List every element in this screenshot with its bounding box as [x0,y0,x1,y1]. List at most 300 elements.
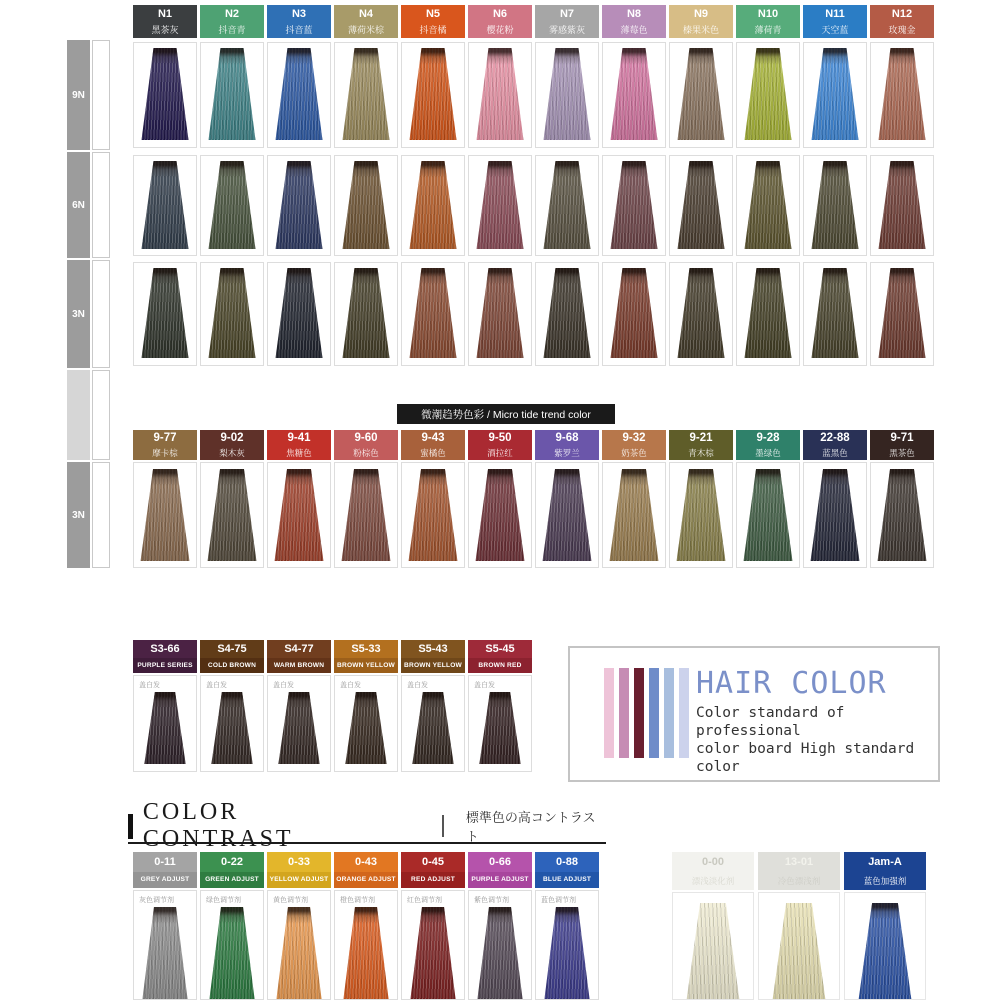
hair-swatch [341,268,391,358]
hair-swatch [210,692,254,764]
hair-swatch [810,268,860,358]
column-header-9-43 [401,430,465,460]
column-code: N10 [757,8,779,20]
column-name: 抖音橘 [419,25,447,35]
hair-swatch [877,268,927,358]
card-N1-3N [133,262,197,366]
column-header-0-45 [401,852,465,888]
hair-swatch [608,469,660,561]
column-adjust-name: BLUE ADJUST [535,872,599,888]
column-code: 0-22 [200,852,264,872]
column-code: 9-50 [488,432,512,444]
hair-swatch [743,48,793,140]
card-9-71 [870,462,934,568]
column-code: 9-41 [287,432,311,444]
column-header-9-50 [468,430,532,460]
card-N4-9N [334,42,398,148]
card-N9-9N [669,42,733,148]
hair-swatch [408,161,458,249]
column-header-N3 [267,5,331,38]
card-9-32 [602,462,666,568]
card-N6-3N [468,262,532,366]
hair-swatch [277,692,321,764]
hair-swatch [140,48,190,140]
card-N12-9N [870,42,934,148]
hair-swatch [742,469,794,561]
card-N2-9N [200,42,264,148]
card-N9-3N [669,262,733,366]
adjuster-cn-note: 绿色调节剂 [206,897,241,904]
hair-swatch [877,48,927,140]
covers-grey-note: 盖白发 [139,682,160,689]
adjuster-cn-note: 蓝色调节剂 [541,897,576,904]
card-22-88 [803,462,867,568]
card-N1-6N [133,155,197,256]
hair-swatch [341,48,391,140]
column-name: 蜜橘色 [420,448,446,458]
card-N8-6N [602,155,666,256]
card-9-60 [334,462,398,568]
title-divider [442,815,443,837]
hair-swatch [685,903,741,999]
card-N7-3N [535,262,599,366]
card-N2-3N [200,262,264,366]
card-0-11 [133,890,197,1000]
column-code: N3 [291,8,307,20]
adjust-header-row [133,852,599,888]
adjust-swatch-row [133,890,599,1000]
column-name: 冷色漂浅剂 [777,876,821,886]
column-code: 9-02 [220,432,244,444]
column-code: 9-32 [622,432,646,444]
column-header-22-88 [803,430,867,460]
card-N5-6N [401,155,465,256]
column-header-9-71 [870,430,934,460]
card-0-88 [535,890,599,1000]
card-S4-75 [200,675,264,772]
column-header-N5 [401,5,465,38]
hair-swatch [743,161,793,249]
column-name: 奶茶色 [621,448,647,458]
hair-swatch [143,692,187,764]
hair-swatch [810,161,860,249]
hair-swatch [771,903,827,999]
card-0-43 [334,890,398,1000]
column-header-9-77 [133,430,197,460]
brand-stripes [604,668,689,758]
card-N8-3N [602,262,666,366]
column-code: 13-01 [784,856,814,868]
covers-grey-note: 盖白发 [273,682,294,689]
card-N10-3N [736,262,800,366]
card-9-02 [200,462,264,568]
adjuster-cn-note: 灰色调节剂 [139,897,174,904]
column-name: 榛果米色 [682,25,719,35]
card-S5-43 [401,675,465,772]
hair-swatch [274,268,324,358]
column-name: 粉棕色 [353,448,379,458]
column-header-0-11 [133,852,197,888]
brand-stripe-6 [679,668,689,758]
adjuster-cn-note: 紫色调节剂 [474,897,509,904]
column-code: S4-77 [267,640,331,658]
column-code: 0-00 [701,856,725,868]
column-header-0-88 [535,852,599,888]
hair-swatch [408,268,458,358]
column-header-9-60 [334,430,398,460]
card-N9-6N [669,155,733,256]
column-series-name: COLD BROWN [200,658,264,673]
card-N5-3N [401,262,465,366]
column-series-name: PURPLE SERIES [133,658,197,673]
column-code: 9-28 [756,432,780,444]
swatch-row-6n [133,155,934,256]
column-name: 摩卡棕 [152,448,178,458]
title-accent-bar [128,814,133,839]
column-adjust-name: ORANGE ADJUST [334,872,398,888]
column-code: S5-45 [468,640,532,658]
hair-swatch [876,469,928,561]
column-header-0-66 [468,852,532,888]
column-code: N9 [693,8,709,20]
covers-grey-note: 盖白发 [474,682,495,689]
hair-swatch [344,692,388,764]
s-series-swatch-row [133,675,532,772]
adjuster-cn-note: 橙色调节剂 [340,897,375,904]
column-series-name: WARM BROWN [267,658,331,673]
card-N7-9N [535,42,599,148]
hair-swatch [609,161,659,249]
column-header-9-28 [736,430,800,460]
column-adjust-name: RED ADJUST [401,872,465,888]
hair-swatch [476,907,524,999]
card-9-41 [267,462,331,568]
column-code: 9-60 [354,432,378,444]
column-name: 玫瑰金 [888,25,916,35]
adjuster-cn-note: 红色调节剂 [407,897,442,904]
row-label-9N: 9N [67,40,90,150]
card-9-68 [535,462,599,568]
column-name: 梨木灰 [219,448,245,458]
column-code: N11 [825,8,845,20]
hair-swatch [274,48,324,140]
column-code: 9-68 [555,432,579,444]
card-S5-33 [334,675,398,772]
card-0-00 [672,892,754,1000]
hair-swatch [408,48,458,140]
column-header-S4-75 [200,640,264,673]
card-N4-6N [334,155,398,256]
adjuster-cn-note: 黄色调节剂 [273,897,308,904]
column-code: 22-88 [820,432,850,444]
card-N8-9N [602,42,666,148]
covers-grey-note: 盖白发 [340,682,361,689]
hair-swatch [676,268,726,358]
card-N11-9N [803,42,867,148]
hair-swatch [140,161,190,249]
hair-swatch [609,48,659,140]
row-label-3N: 3N [67,462,90,568]
column-header-0-22 [200,852,264,888]
card-N6-9N [468,42,532,148]
column-adjust-name: YELLOW ADJUST [267,872,331,888]
column-header-9-21 [669,430,733,460]
column-name: 黑茶色 [889,448,915,458]
column-header-9-68 [535,430,599,460]
column-code: N7 [559,8,575,20]
hair-swatch [342,907,390,999]
column-header-S5-33 [334,640,398,673]
covers-grey-note: 盖白发 [206,682,227,689]
column-name: 抖音青 [218,25,246,35]
hair-swatch [475,268,525,358]
brand-stripe-5 [664,668,674,758]
column-header-N12 [870,5,934,38]
brand-stripe-3 [634,668,644,758]
card-9-43 [401,462,465,568]
column-name: 薄荷米棕 [347,25,384,35]
hair-swatch [140,268,190,358]
card-9-21 [669,462,733,568]
card-N1-9N [133,42,197,148]
extra-swatch-row [672,892,926,1000]
column-code: S4-75 [200,640,264,658]
hair-swatch [542,48,592,140]
row-label-blank [67,370,90,460]
card-9-77 [133,462,197,568]
column-code: 9-21 [689,432,713,444]
hair-swatch [475,161,525,249]
card-0-33 [267,890,331,1000]
column-code: 0-66 [468,852,532,872]
column-code: 0-11 [133,852,197,872]
card-N7-6N [535,155,599,256]
column-header-N7 [535,5,599,38]
swatch-row-9n [133,42,934,148]
column-header-9-32 [602,430,666,460]
top-header-row [133,5,934,38]
column-code: 0-43 [334,852,398,872]
hair-swatch [139,469,191,561]
card-N11-6N [803,155,867,256]
column-code: 0-45 [401,852,465,872]
hair-swatch [208,907,256,999]
rail-strip-segment [92,152,110,258]
column-adjust-name: GREY ADJUST [133,872,197,888]
hair-swatch [409,907,457,999]
column-header-9-02 [200,430,264,460]
hair-swatch [207,48,257,140]
column-code: N1 [157,8,173,20]
card-N10-6N [736,155,800,256]
hair-swatch [543,907,591,999]
trend-banner: 微潮趋势色彩 / Micro tide trend color [397,404,615,424]
hair-swatch [542,161,592,249]
column-header-N10 [736,5,800,38]
column-name: 黑茶灰 [151,25,179,35]
hair-swatch [675,469,727,561]
column-name: 酒拉红 [487,448,513,458]
column-header-N11 [803,5,867,38]
column-code: N6 [492,8,508,20]
brand-line-2: color board High standard color [696,741,915,775]
card-13-01 [758,892,840,1000]
column-code: N5 [425,8,441,20]
hair-swatch [207,161,257,249]
column-code: 9-77 [153,432,177,444]
column-name: 雾感紫灰 [548,25,585,35]
column-series-name: BROWN YELLOW [334,658,398,673]
swatch-row-3n [133,262,934,366]
card-0-22 [200,890,264,1000]
card-N12-3N [870,262,934,366]
column-name: 抖音蓝 [285,25,313,35]
card-0-66 [468,890,532,1000]
hair-swatch [341,161,391,249]
column-header-S5-45 [468,640,532,673]
column-header-N4 [334,5,398,38]
column-name: 墨绿色 [755,448,781,458]
column-code: S5-33 [334,640,398,658]
column-series-name: BROWN RED [468,658,532,673]
column-name: 青木棕 [688,448,714,458]
row-label-3N: 3N [67,260,90,368]
hair-swatch [809,469,861,561]
column-header-N9 [669,5,733,38]
column-code: 0-88 [535,852,599,872]
extra-header-row [672,852,926,890]
hair-swatch [857,903,913,999]
hair-swatch [275,907,323,999]
rail-strip-segment [92,370,110,460]
column-code: S5-43 [401,640,465,658]
covers-grey-note: 盖白发 [407,682,428,689]
card-9-28 [736,462,800,568]
hair-swatch [340,469,392,561]
column-header-N2 [200,5,264,38]
column-header-N8 [602,5,666,38]
column-code: N8 [626,8,642,20]
card-N12-6N [870,155,934,256]
rail-strip-segment [92,40,110,150]
column-header-S3-66 [133,640,197,673]
column-header-0-00 [672,852,754,890]
card-N6-6N [468,155,532,256]
column-header-N1 [133,5,197,38]
color-contrast-header [128,799,606,852]
column-name: 樱花粉 [486,25,514,35]
hair-swatch [274,161,324,249]
hair-swatch [273,469,325,561]
column-code: N2 [224,8,240,20]
hair-swatch [810,48,860,140]
card-S4-77 [267,675,331,772]
column-name: 蓝色加强剂 [863,876,907,886]
column-header-9-41 [267,430,331,460]
row-label-6N: 6N [67,152,90,258]
hair-swatch [542,268,592,358]
column-adjust-name: GREEN ADJUST [200,872,264,888]
column-code: N12 [891,8,913,20]
column-header-13-01 [758,852,840,890]
trend-swatch-row [133,462,934,568]
card-N3-3N [267,262,331,366]
card-S5-45 [468,675,532,772]
column-code: 9-71 [890,432,914,444]
hair-swatch [541,469,593,561]
column-name: 漂浅淡化剂 [691,876,735,886]
contrast-subtitle: 標準色の高コントラスト [465,810,596,844]
hair-swatch [743,268,793,358]
s-series-header-row [133,640,532,673]
column-name: 天空蓝 [821,25,849,35]
brand-stripe-4 [649,668,659,758]
column-name: 薄荷青 [754,25,782,35]
hair-swatch [474,469,526,561]
column-series-name: BROWN YELLOW [401,658,465,673]
hair-swatch [676,48,726,140]
brand-stripe-1 [604,668,614,758]
card-N3-9N [267,42,331,148]
rail-strip-segment [92,260,110,368]
column-name: 薄莓色 [620,25,648,35]
card-N11-3N [803,262,867,366]
card-S3-66 [133,675,197,772]
hair-swatch [877,161,927,249]
hair-swatch [407,469,459,561]
column-code: Jam-A [868,856,902,868]
hair-swatch [609,268,659,358]
brand-box [568,646,940,782]
hair-swatch [411,692,455,764]
rail-strip-segment [92,462,110,568]
hair-swatch [206,469,258,561]
column-adjust-name: PURPLE ADJUST [468,872,532,888]
trend-header-row [133,430,934,460]
column-header-N6 [468,5,532,38]
card-N3-6N [267,155,331,256]
column-code: N4 [358,8,374,20]
card-N10-9N [736,42,800,148]
column-name: 紫罗兰 [554,448,580,458]
card-9-50 [468,462,532,568]
hair-swatch [676,161,726,249]
brand-stripe-2 [619,668,629,758]
hair-swatch [475,48,525,140]
column-header-0-33 [267,852,331,888]
column-header-Jam-A [844,852,926,890]
column-code: 9-43 [421,432,445,444]
contrast-title: COLOR CONTRAST [142,799,294,852]
hair-swatch [141,907,189,999]
brand-line-1: Color standard of professional [696,705,845,739]
column-code: 0-33 [267,852,331,872]
card-Jam-A [844,892,926,1000]
column-name: 蓝黑色 [822,448,848,458]
column-header-S5-43 [401,640,465,673]
brand-title: HAIR COLOR [696,666,887,701]
column-code: S3-66 [133,640,197,658]
card-N2-6N [200,155,264,256]
hair-swatch [207,268,257,358]
card-N4-3N [334,262,398,366]
column-header-S4-77 [267,640,331,673]
card-0-45 [401,890,465,1000]
column-name: 焦糖色 [286,448,312,458]
column-header-0-43 [334,852,398,888]
card-N5-9N [401,42,465,148]
hair-swatch [478,692,522,764]
